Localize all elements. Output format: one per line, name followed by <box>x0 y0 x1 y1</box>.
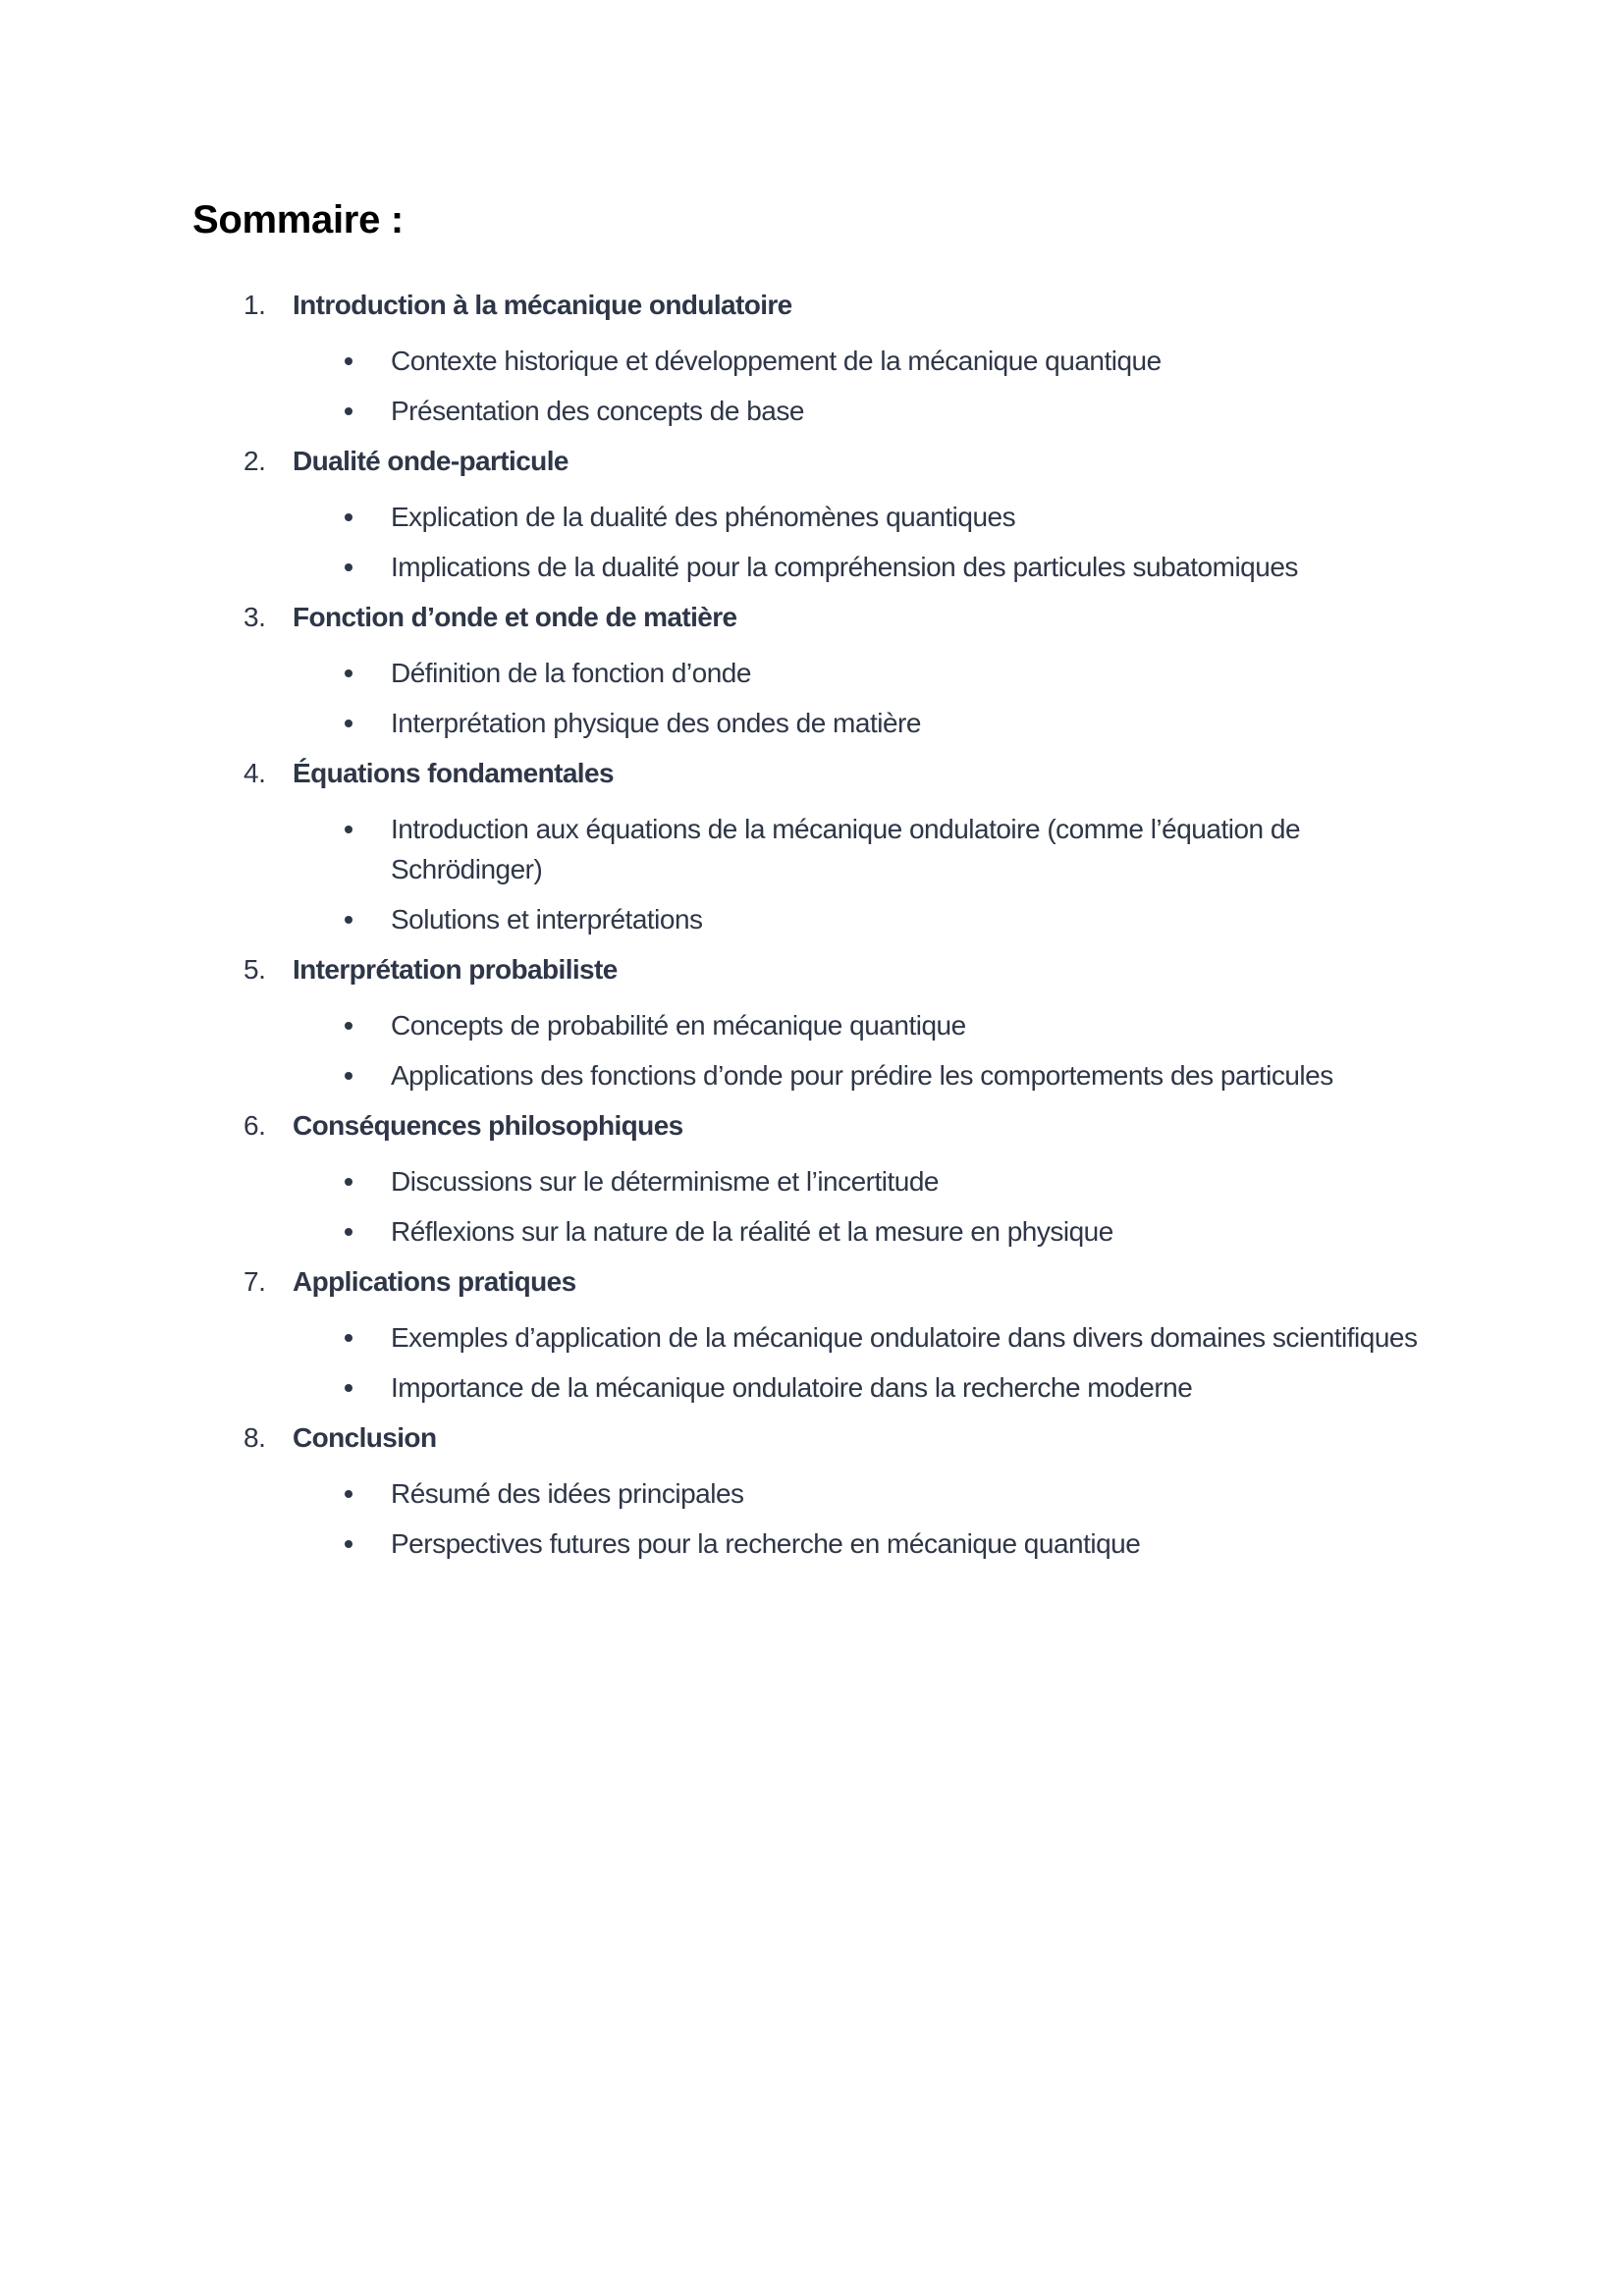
bullet-icon <box>342 1367 391 1408</box>
list-item <box>244 653 1422 693</box>
bullet-icon <box>342 497 391 537</box>
bullet-icon <box>342 809 391 849</box>
list-item-text: Présentation des concepts de base <box>391 396 804 426</box>
list-item-text: Explication de la dualité des phénomènes quantiques <box>391 502 1016 532</box>
section-points <box>244 653 1422 743</box>
bullet-icon <box>342 1523 391 1564</box>
list-item-text: Interprétation physique des ondes de matière <box>391 708 921 738</box>
section-number: 7. <box>244 1266 266 1297</box>
list-item-text: Discussions sur le déterminisme et l’incertitude <box>391 1166 939 1197</box>
table-of-contents <box>244 285 1422 1574</box>
list-item-text: Applications des fonctions d’onde pour prédire les comportements des particules <box>391 1060 1333 1091</box>
section-title: Conclusion <box>293 1422 437 1453</box>
list-item <box>244 497 1422 537</box>
section-heading <box>244 1105 1422 1146</box>
section-points <box>244 1473 1422 1564</box>
section-title: Interprétation probabiliste <box>293 954 618 985</box>
section-number: 3. <box>244 602 266 632</box>
section-points <box>244 341 1422 431</box>
section-number: 5. <box>244 954 266 985</box>
section-heading <box>244 441 1422 481</box>
list-item <box>244 1005 1422 1045</box>
section-title: Applications pratiques <box>293 1266 576 1297</box>
section-points <box>244 1005 1422 1095</box>
section-heading <box>244 753 1422 793</box>
section-heading <box>244 1261 1422 1302</box>
list-item <box>244 1367 1422 1408</box>
bullet-icon <box>342 1473 391 1514</box>
section-points <box>244 1161 1422 1252</box>
section-title: Introduction à la mécanique ondulatoire <box>293 290 792 320</box>
list-item-text: Réflexions sur la nature de la réalité et la mesure en physique <box>391 1216 1113 1247</box>
list-item-text: Concepts de probabilité en mécanique quantique <box>391 1010 966 1041</box>
bullet-icon <box>342 547 391 587</box>
section-number: 1. <box>244 290 266 320</box>
toc-section <box>244 1261 1422 1408</box>
section-points <box>244 809 1422 939</box>
list-item-text: Solutions et interprétations <box>391 904 703 934</box>
toc-section <box>244 597 1422 743</box>
list-item-text: Résumé des idées principales <box>391 1478 744 1509</box>
list-item <box>244 341 1422 381</box>
list-item-text: Exemples d’application de la mécanique ondulatoire dans divers domaines scientifiques <box>391 1322 1418 1353</box>
bullet-icon <box>342 1055 391 1095</box>
list-item <box>244 899 1422 939</box>
page-title: Sommaire : <box>192 198 404 241</box>
list-item <box>244 391 1422 431</box>
list-item-text: Perspectives futures pour la recherche en mécanique quantique <box>391 1528 1141 1559</box>
list-item <box>244 1161 1422 1201</box>
list-item-text: Définition de la fonction d’onde <box>391 658 751 688</box>
list-item-text: Implications de la dualité pour la compréhension des particules subatomiques <box>391 552 1298 582</box>
section-heading <box>244 597 1422 637</box>
list-item <box>244 703 1422 743</box>
list-item <box>244 547 1422 587</box>
section-number: 8. <box>244 1422 266 1453</box>
section-heading <box>244 285 1422 325</box>
section-number: 6. <box>244 1110 266 1141</box>
bullet-icon <box>342 1005 391 1045</box>
list-item-text: Contexte historique et développement de la mécanique quantique <box>391 346 1162 376</box>
bullet-icon <box>342 341 391 381</box>
list-item <box>244 1055 1422 1095</box>
list-item-text: Introduction aux équations de la mécanique ondulatoire (comme l’équation de Schrödinger) <box>391 814 1301 884</box>
bullet-icon <box>342 703 391 743</box>
toc-section <box>244 1105 1422 1252</box>
section-points <box>244 497 1422 587</box>
section-title: Fonction d’onde et onde de matière <box>293 602 737 632</box>
bullet-icon <box>342 1161 391 1201</box>
section-heading <box>244 949 1422 989</box>
section-title: Dualité onde-particule <box>293 446 568 476</box>
section-points <box>244 1317 1422 1408</box>
bullet-icon <box>342 1211 391 1252</box>
section-title: Conséquences philosophiques <box>293 1110 683 1141</box>
list-item-text: Importance de la mécanique ondulatoire dans la recherche moderne <box>391 1372 1193 1403</box>
list-item <box>244 1523 1422 1564</box>
list-item <box>244 809 1422 889</box>
section-number: 2. <box>244 446 266 476</box>
toc-section <box>244 753 1422 939</box>
bullet-icon <box>342 653 391 693</box>
toc-section <box>244 1417 1422 1564</box>
toc-section <box>244 949 1422 1095</box>
section-number: 4. <box>244 758 266 788</box>
list-item <box>244 1211 1422 1252</box>
section-heading <box>244 1417 1422 1458</box>
toc-section <box>244 441 1422 587</box>
bullet-icon <box>342 1317 391 1358</box>
list-item <box>244 1317 1422 1358</box>
list-item <box>244 1473 1422 1514</box>
toc-section <box>244 285 1422 431</box>
bullet-icon <box>342 391 391 431</box>
section-title: Équations fondamentales <box>293 758 614 788</box>
bullet-icon <box>342 899 391 939</box>
